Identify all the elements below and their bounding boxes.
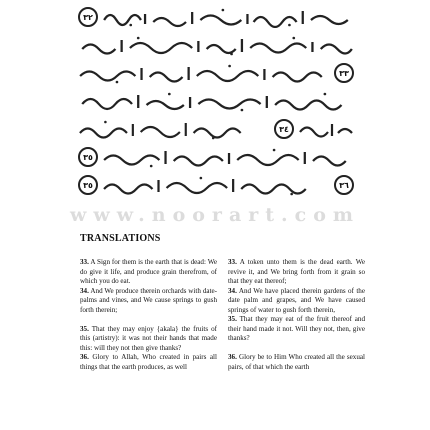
verse-33 [80,258,217,287]
translation-column-right [228,258,365,372]
verse-number: 36. [80,353,89,361]
arabic-script [296,118,356,140]
verse-number: 34. [228,286,237,295]
translations-heading: TRANSLATIONS [80,233,161,244]
arabic-script [100,146,356,168]
arabic-script [100,174,332,196]
ayah-marker-icon: ٣٢ [78,7,98,27]
arabic-script [100,6,356,28]
verse-text: A Sign for them is the earth that is dead: We do give it life, and produce grain therefrom, of which you do eat. [80,258,217,285]
verse-36 [80,353,217,372]
ayah-marker-icon: ٣٥ [78,175,98,195]
arabic-line [76,4,356,30]
verse-number: 36. [228,353,237,361]
verse-34 [228,287,365,316]
verse-number: 35. [80,324,89,333]
arabic-script [76,90,356,112]
verse-35 [80,325,217,354]
verse-number: 34. [80,286,89,295]
arabic-script [76,118,272,140]
verse-34 [80,287,217,316]
ayah-marker-icon: ٣٦ [334,175,354,195]
ayah-marker-icon: ٣٤ [274,119,294,139]
verse-text: A token unto them is the dead earth. We revive it, and We bring forth from it grain so that they eat thereof; [228,258,365,285]
arabic-line [76,144,356,170]
arabic-line [76,88,356,114]
verse-33 [228,258,365,287]
verse-number: 33. [228,258,237,266]
verse-35 [228,315,365,344]
arabic-line [76,172,356,198]
arabic-line [76,32,356,58]
arabic-line [76,60,356,86]
arabic-line [76,116,356,142]
ayah-marker-icon: ٣٥ [78,147,98,167]
watermark: www.noorart.com [70,204,360,226]
arabic-verse-block [76,0,356,205]
verse-text: That they may eat of the fruit thereof and their hand made it not. Will they not, then, give thanks? [228,315,365,342]
verse-text: That they may enjoy {akala} the fruits of this (artistry): it was not their hands that made this: will they not then give thanks? [80,324,217,352]
translation-column-left [80,258,217,372]
verse-36 [228,353,365,372]
verse-number: 35. [228,315,237,323]
verse-text: Glory be to Him Who created all the sexual pairs, of that which the earth [228,353,366,371]
verse-text: And We produce therein orchards with date-palms and vines, and We cause springs to gush forth therein; [80,286,217,314]
verse-text: And We have placed therein gardens of the date palm and grapes, and We have caused springs of water to gush forth therein, [228,286,365,314]
verse-text: Glory to Allah, Who created in pairs all things that the earth produces, as well [80,353,217,371]
arabic-script [76,62,332,84]
arabic-script [76,34,356,56]
ayah-marker-icon: ٣٣ [334,63,354,83]
verse-number: 33. [80,258,89,266]
